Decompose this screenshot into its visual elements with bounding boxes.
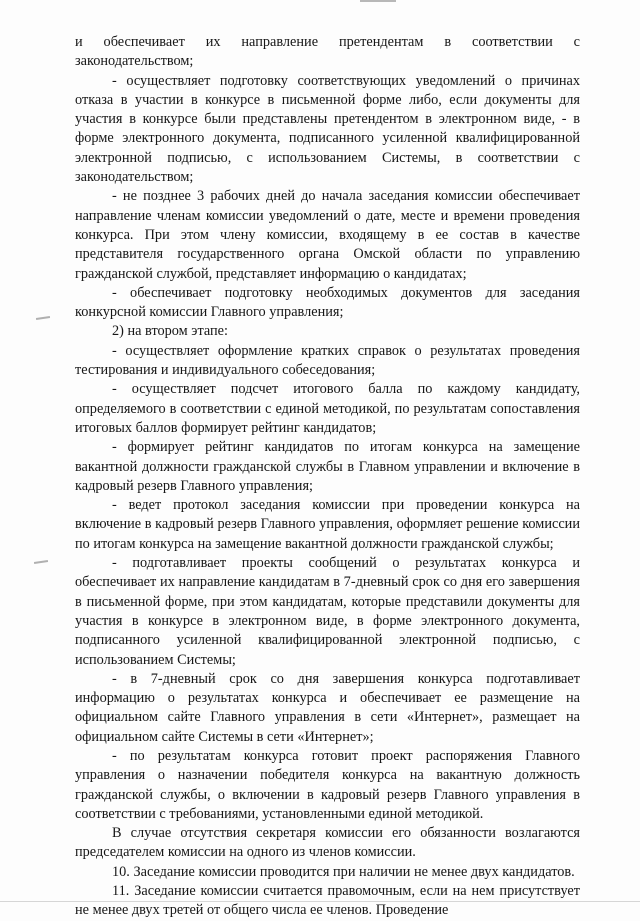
- paragraph: - подготавливает проекты сообщений о результатах конкурса и обеспечивает их направление кандидатам в 7-дневный срок со дня его завершения в письменной форме, при этом кандидатам, которые представили документы для участия в конкурсе в электронном виде, в форме электронного документа, подписанного усиленной квалифицированной электронной подписью, с использованием Системы;: [75, 555, 580, 668]
- paragraph: - осуществляет подготовку соответствующих уведомлений о причинах отказа в участии в конкурсе в письменной форме либо, если документы для участия в конкурсе были представлены претендентом в электронном виде, - в форме электронного документа, подписанного усиленной квалифицированной электронной подписью, с использованием Системы, в соответствии с законодательством;: [75, 72, 580, 186]
- paragraph: - обеспечивает подготовку необходимых документов для заседания конкурсной комиссии Главного управления;: [75, 284, 580, 321]
- paragraph: - ведет протокол заседания комиссии при проведении конкурса на включение в кадровый резерв Главного управления, оформляет решение комиссии по итогам конкурса на замещение вакантной должности гражданской службы;: [75, 497, 580, 552]
- paragraph: 10. Заседание комиссии проводится при наличии не менее двух кандидатов.: [112, 863, 575, 880]
- paragraph: и обеспечивает их направление претендентам в соответствии с законодательством;: [75, 34, 580, 70]
- paragraph: - осуществляет оформление кратких справок о результатах проведения тестирования и индивидуального собеседования;: [75, 342, 580, 379]
- paragraph: 11. Заседание комиссии считается правомочным, если на нем присутствует не менее двух третей от общего числа ее членов. Проведение: [75, 883, 580, 919]
- paragraph: В случае отсутствия секретаря комиссии его обязанности возлагаются председателем комиссии на одного из членов комиссии.: [75, 825, 580, 861]
- margin-mark: [36, 316, 50, 320]
- paragraph: - формирует рейтинг кандидатов по итогам конкурса на замещение вакантной должности гражданской службы в Главном управлении и включение в кадровый резерв Главного управления;: [75, 439, 580, 494]
- document-page: [75, 33, 580, 921]
- paragraph: - в 7-дневный срок со дня завершения конкурса подготавливает информацию о результатах конкурса и обеспечивает ее размещение на официальном сайте Главного управления в сети «Интернет», размещает на официальном сайте Системы в сети «Интернет»;: [75, 670, 580, 745]
- paragraph: - не позднее 3 рабочих дней до начала заседания комиссии обеспечивает направление членам комиссии уведомлений о дате, месте и времени проведения конкурса. При этом члену комиссии, входящему в ее состав в качестве представителя государственного органа Омской области по управлению гражданской службой, представляет информацию о кандидатах;: [75, 188, 580, 282]
- scan-artifact-top: [360, 0, 396, 2]
- paragraph: - осуществляет подсчет итогового балла по каждому кандидату, определяемого в соответствии с единой методикой, по результатам сопоставления итоговых баллов формирует рейтинг кандидатов;: [75, 381, 580, 436]
- margin-mark: [34, 560, 48, 564]
- paragraph: 2) на втором этапе:: [112, 323, 228, 340]
- paragraph: - по результатам конкурса готовит проект распоряжения Главного управления о назначении победителя конкурса на вакантную должность гражданской службы, о включении в кадровый резерв Главного управления в соответствии с требованиями, установленными единой методикой.: [75, 747, 580, 822]
